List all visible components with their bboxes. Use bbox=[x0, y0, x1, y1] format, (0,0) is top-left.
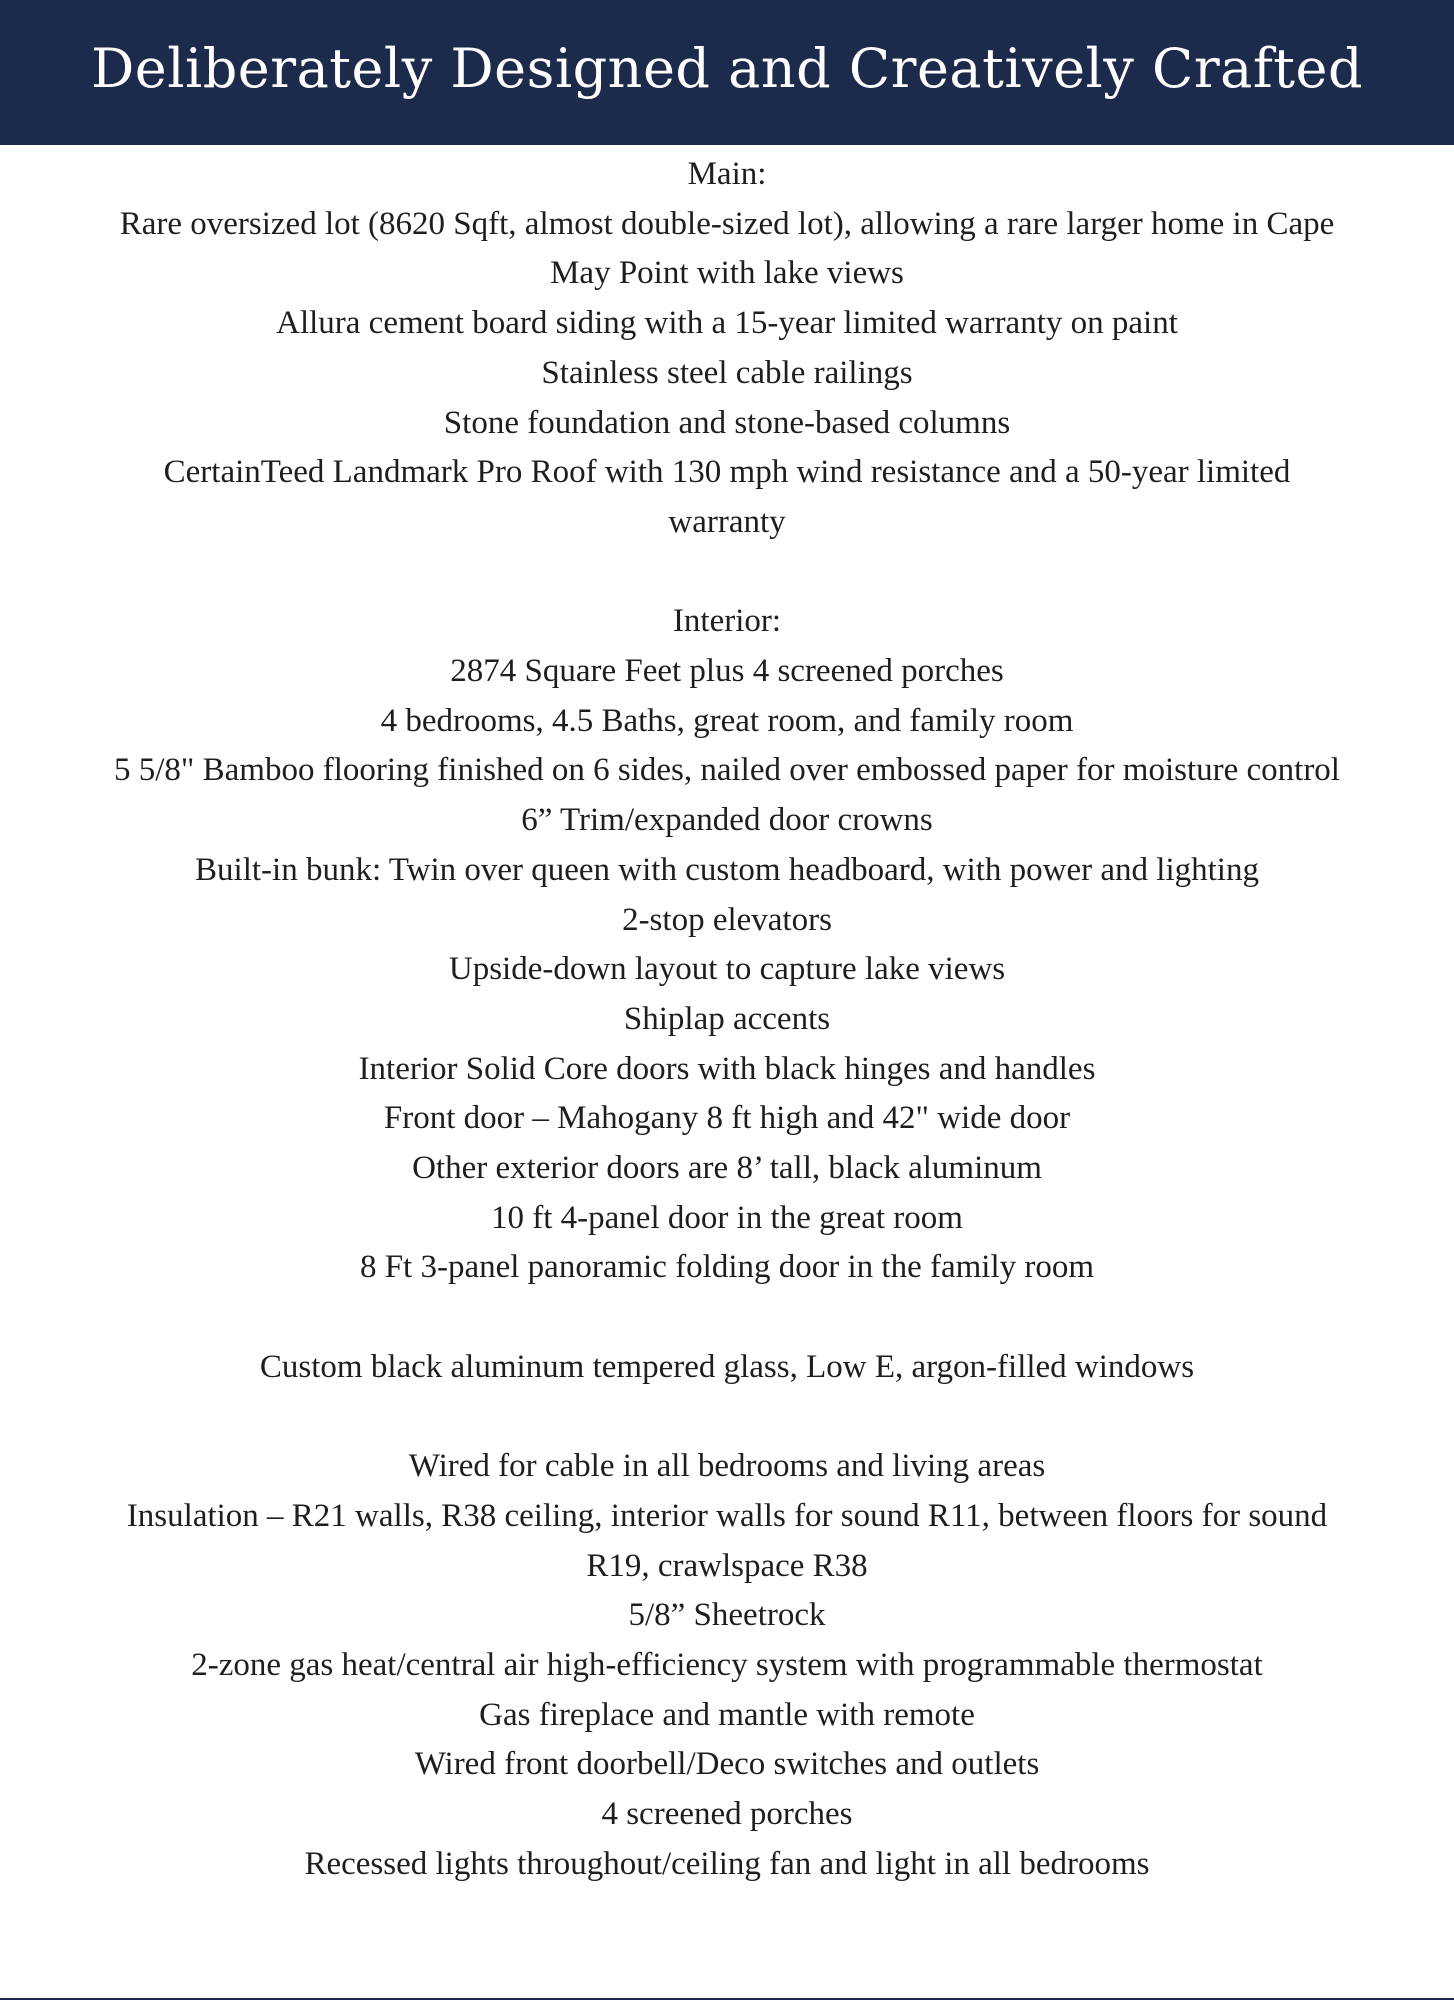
feature-line: 4 screened porches bbox=[601, 1796, 853, 1833]
feature-line: 2874 Square Feet plus 4 screened porches bbox=[450, 653, 1004, 690]
feature-line: Gas fireplace and mantle with remote bbox=[479, 1696, 975, 1733]
feature-line: CertainTeed Landmark Pro Roof with 130 mph wind resistance and a 50-year limited bbox=[163, 454, 1291, 491]
feature-line: Wired for cable in all bedrooms and living areas bbox=[408, 1448, 1046, 1485]
feature-line: 2-zone gas heat/central air high-efficiency system with programmable thermostat bbox=[191, 1647, 1263, 1684]
feature-line: Shiplap accents bbox=[623, 1000, 831, 1037]
title-banner bbox=[0, 0, 1454, 145]
spacer bbox=[0, 1293, 1454, 1343]
feature-line: 6” Trim/expanded door crowns bbox=[521, 802, 933, 839]
feature-line: 5 5/8" Bamboo flooring finished on 6 sides, nailed over embossed paper for moisture control bbox=[114, 752, 1340, 789]
section-heading-interior: Interior: bbox=[672, 603, 782, 640]
feature-line: Interior Solid Core doors with black hinges and handles bbox=[358, 1050, 1096, 1087]
feature-line: R19, crawlspace R38 bbox=[586, 1547, 868, 1584]
spacer bbox=[0, 548, 1454, 598]
feature-line: 10 ft 4-panel door in the great room bbox=[491, 1199, 963, 1236]
feature-line: Other exterior doors are 8’ tall, black aluminum bbox=[412, 1150, 1042, 1187]
feature-line: Insulation – R21 walls, R38 ceiling, interior walls for sound R11, between floors for sound bbox=[126, 1497, 1328, 1534]
feature-line: Stone foundation and stone-based columns bbox=[443, 404, 1011, 441]
feature-line: 8 Ft 3-panel panoramic folding door in the family room bbox=[359, 1249, 1095, 1286]
feature-line: 2-stop elevators bbox=[622, 901, 832, 938]
feature-line: Custom black aluminum tempered glass, Low E, argon-filled windows bbox=[259, 1348, 1195, 1385]
feature-list bbox=[0, 150, 1454, 1890]
feature-line: Allura cement board siding with a 15-year limited warranty on paint bbox=[276, 305, 1178, 342]
section-heading-main: Main: bbox=[687, 156, 767, 192]
feature-line: Wired front doorbell/Deco switches and outlets bbox=[414, 1746, 1040, 1783]
feature-line: May Point with lake views bbox=[550, 255, 904, 292]
feature-line: Built-in bunk: Twin over queen with custom headboard, with power and lighting bbox=[195, 851, 1259, 888]
page-title: Deliberately Designed and Creatively Crafted bbox=[90, 37, 1364, 100]
feature-line: Recessed lights throughout/ceiling fan and light in all bedrooms bbox=[304, 1845, 1150, 1882]
spacer bbox=[0, 1393, 1454, 1443]
feature-line: Stainless steel cable railings bbox=[541, 354, 913, 391]
feature-line: 5/8” Sheetrock bbox=[628, 1597, 826, 1634]
feature-line: Upside-down layout to capture lake views bbox=[448, 951, 1006, 988]
feature-line: Front door – Mahogany 8 ft high and 42" wide door bbox=[383, 1100, 1071, 1137]
feature-line: 4 bedrooms, 4.5 Baths, great room, and family room bbox=[380, 702, 1074, 739]
feature-line: warranty bbox=[668, 503, 786, 540]
feature-line: Rare oversized lot (8620 Sqft, almost double-sized lot), allowing a rare larger home in Cape bbox=[119, 205, 1335, 242]
